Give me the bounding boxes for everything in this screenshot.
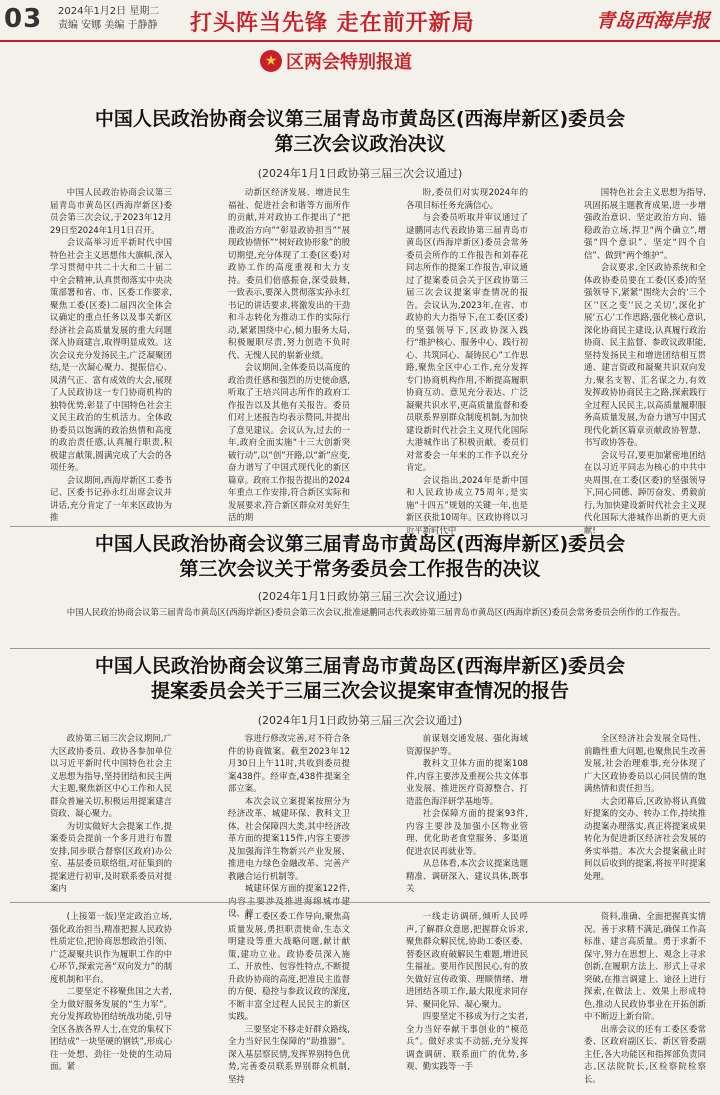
article-body-standing-committee-resolution: 中国人民政治协商会议第三届青岛市黄岛区(西海岸新区)委员会第三次会议,批准逯鹏同志代表政协第三届青岛市黄岛区(西海岸新区)委员会常务委员会所作的工作报告。: [66, 607, 686, 617]
newspaper-logo: 青岛西海岸报: [595, 10, 710, 32]
continued-article-body: [50, 910, 706, 1088]
article-subtitle: (2024年1月1日政协第三届三次会议通过): [257, 714, 463, 727]
article-subtitle: (2024年1月1日政协第三届三次会议通过): [257, 590, 463, 603]
text-column: 政协第三届三次会议期间,广大区政协委员、政协各参加单位以习近平新时代中国特色社会主义思想为指导,坚持团结和民主两大主题,聚焦新区中心工作和人民群众普遍关切,积极运用提案建言资政、凝心聚力。 为切实做好大会提案工作,提案委员会提前一个多月进行布置安排,同步联合督察(区政府)办公室、基层委员联络组,对征集到的提案进行初审,及时联系委员对提案内: [50, 733, 172, 893]
text-column: 全区经济社会发展全局性、前瞻性重大问题,也聚焦民生改善发展,社会治理难事,充分体现了广大区政协委员以心同民情的饱满热情和责任担当。 大会闭幕后,区政协将认真做好提案的交办、转办工作,持续推动提案办理落实,真正将提案成果转化为促进新区经济社会发展的务实举措。本次大会提案截止时间以后收到的提案,将按平时提案处理。: [584, 733, 706, 881]
cppcc-emblem-icon: ★: [260, 50, 282, 72]
section-divider: [10, 648, 710, 649]
page-header: [0, 0, 720, 42]
section-divider: [10, 902, 710, 903]
article-title-political-resolution: 中国人民政治协商会议第三届青岛市黄岛区(西海岸新区)委员会 第三次会议政治决议: [94, 108, 626, 155]
section-banner-text: 区两会特别报道: [286, 52, 412, 73]
section-divider: [10, 526, 710, 527]
article-body-political-resolution: [50, 186, 706, 535]
text-column: 国特色社会主义思想为指导,巩固拓展主题教育成果,进一步增强政治意识、坚定政治方向、锚稳政治立场,捍卫“两个确立”,增强“四个意识”、坚定“四个自信”、做到“两个维护”。 会议要求,全区政协系统和全体政协委员要在工委(区委)的坚强领导下,紧紧“围绕大会的‘三个区’‘区之变’‘民之关切’,深化扩展‘五心’工作思路,强化核心意识,深化协商民主建设,认真履行政治协商、民主监督、参政议政职能,坚持发扬民主和增进团结相互贯通、建言资政和凝聚共识双向发力,聚名支智、汇名谋之力,有效发挥政协协商民主之路,探索践行全过程人民民主,以高质量履职服务高质量发展,为奋力谱写中国式现代化新区篇章贡献政协智慧、书写政协答卷。 会议号召,要更加紧密地团结在以习近平同志为核心的中共中央周围,在工委(区委)的坚强领导下,同心同德、踔厉奋发、勇毅前行,为加快建设新时代社会主义现代化国际大港城作出新的更大贡献!: [584, 187, 706, 535]
text-column: 一线走访调研,倾听人民呼声,了解群众意愿,把握群众诉求,聚焦群众解民忧,协助工委区委、替委区政府破解民生难题,增进民生福祉。要用作民图民心,有的放矢做好宣传政策、理顺情绪、增进团结各项工作,最大限度求同存异、聚同化异、凝心聚力。 四要坚定不移成为行之实者,全力当好奉献干事创业的“模范兵”。做好求实不动摇,充分发挥调查调研、联系面广的优势,多观、勤实践等一手: [406, 911, 528, 1071]
text-column: 盼,委员们对实现2024年的各项目标任务充满信心。 与会委员听取并审议通过了逯鹏同志代表政协第三届青岛市黄岛区(西海岸新区)委员会常务委员会所作的工作报告和刘春花同志所作的提案工作报告,审议通过了提案委员会关于区政协第三届三次会议提案审查情况的报告。会议认为,2023年,在省、市政协的大力指导下,在工委(区委)的坚强领导下,区政协深入践行“维护核心、服务中心、践行初心、共筑同心、凝铸民心”工作思路,聚焦全区中心工作,充分发挥专门协商机构作用,不断提高履职协商互动、意见充分表达、广泛凝聚共识水平,更高质量监督和委员联系界别群众制度机制,为加快建设新时代社会主义现代化国际大港城作出了积极贡献。委员们对常委会一年来的工作予以充分肯定。 会议指出,2024年是新中国和人民政协成立75周年,是实施“十四五”规划的关键一年,也是新区获批10周年。区政协将以习近平新时代中: [406, 187, 528, 535]
article-subtitle: (2024年1月1日政协第三届三次会议通过): [257, 167, 463, 180]
text-column: 盯工委区委工作导向,聚焦高质量发展,勇担职责使命,生态文明建设等重大战略问题,献计献策,建功立业。政协委员深入施工、开放性、包容性特点,不断提升政协协商的高度,把准民主监督的方便、稳控与参政议政的深度,不断丰富全过程人民民主的新区实践。 三要坚定不移走好群众路线,全力当好民生保障的“助推器”。深入基层察民情,发挥界别特色优势,完善委员联系界别群众机制,坚持: [228, 911, 350, 1084]
text-column: (上接第一版)坚定政治立场,强化政治担当,精准把握人民政协性质定位,把协商思想政治引领、广泛凝聚共识作为履职工作的中心环节,探索完善“双向发力”的制度机制和平台。 二要坚定不移聚焦国之大者,全力做好服务发展的“生力军”。充分发挥政协团结统战功能,引导全区各族各界人士,在党的集权下团结成“一块坚硬的钢铁”,形成心往一处想、劲往一处使的生动局面。紧: [50, 911, 172, 1071]
section-banner: [260, 48, 412, 74]
article-title-proposal-review-report: 中国人民政治协商会议第三届青岛市黄岛区(西海岸新区)委员会 提案委员会关于三届三次会议提案审查情况的报告: [94, 655, 626, 702]
editor-credits: 责编 安娜 美编 于静静: [58, 20, 158, 31]
text-column: 中国人民政治协商会议第三届青岛市黄岛区(西海岸新区)委员会第三次会议,于2023年12月29日至2024年1月1日召开。 会议高举习近平新时代中国特色社会主义思想伟大旗帜,深入学习贯彻中共二十大和二十届二中全会精神,认真贯彻落实中央决策部署和省、市、区委工作要求,聚焦工委(区委)二届四次全体会议确定的重点任务以及事关新区经济社会高质量发展的重大问题深入协商建言,取得明显成效。这次会议充分发扬民主,广泛凝聚团结,是一次凝心聚力、提振信心、凤清气正、富有成效的大会,展现了人民政协这一专门协商机构的独特优势,彰显了中国特色社会主义民主政治的生机活力。全体政协委员以饱满的政治热情和高度的政治责任感,认真履行职责,积极建言献策,圆满完成了大会的各项任务。 会议期间,西海岸新区工委书记、区委书记孙永红出席会议并讲话,充分肯定了一年来区政协为推: [50, 187, 172, 522]
text-column: 容进行修改完善,对不符合条件的协商做案。截至2023年12月30日上午11时,共收到委员提案438件。经审查,438件提案全部立案。 本次会议立案提案按照分为经济改革、城建环保、教科文卫体、社会保障四大类,其中经济改革方面的提案115件,内容主要涉及加强海洋生物新兴产业发展、推进电力绿色金融改革、完善产教融合运行机制等。 城建环保方面的提案122件,内容主要涉及推进海绵城市建设、超: [228, 733, 350, 918]
text-column: 前谋划交通发展、强化海域资源保护等。 教科文卫体方面的提案108件,内容主要涉及重视公共文体事业发展、推进医疗资源整合、打造蓝色海洋研学基地等。 社会保障方面的提案93件,内容主要涉及加强小区物业管理、优化助老食堂服务、多渠道促进农民再就业等。 从总体看,本次会议提案选题精准、调研深入、建议具体,既事关: [406, 733, 528, 893]
issue-date: 2024年1月2日 星期二: [58, 6, 160, 17]
header-meta: [58, 5, 159, 33]
header-slogan: 打头阵当先锋 走在前开新局: [190, 11, 475, 36]
text-column: 动新区经济发展、增进民生福祉、促进社会和谐等方面所作的贡献,并对政协工作提出了“把准政治方向”“彰显政协担当”“展现政协情怀”“树好政协形象”的殷切期望,充分体现了工委(区委)对政协工作的高度重视和大力支持。委员们倍感振奋,深受鼓舞,一致表示,要深入贯彻落实孙永红书记的讲话要求,将激发出的干劲和斗志转化为推动工作的实际行动,紧紧围绕中心,倾力服务大局,积极履职尽责,努力创造不负时代、无愧人民的崭新业绩。 会议期间,全体委员以高度的政治责任感和强烈的历史使命感,听取了王培兴同志所作的政府工作报告以及其他有关报告。委员们对上述报告均表示赞同,并提出了意见建议。会议认为,过去的一年,政府全面实施“十三大创新突破行动”,以“创”开路,以“新”应变,奋力谱写了中国式现代化的新区篇章。政府工作报告提出的2024年重点工作安排,符合新区实际和发展要求,符合新区群众对美好生活的期: [228, 187, 350, 522]
text-column: 资料,准确、全面把握真实情况。善于求精不满足,确保工作高标准、建言高质量。勇于求新不保守,努力在思想上、观念上寻求创新,在履职方法上、形式上寻求突破,在推言调建上、途径上进行探索,在做法上、效果上形成特色,推动人民政协事业在开拓创新中不断迈上新台阶。 出席会议的还有工委区委常委、区政府副区长、新区管委副主任,各大功能区和指挥部负责同志,区法院院长,区检察院检察长。: [584, 911, 706, 1084]
page-number: 03: [4, 4, 43, 34]
article-body-proposal-review-report: [50, 732, 706, 918]
article-title-standing-committee-resolution: 中国人民政治协商会议第三届青岛市黄岛区(西海岸新区)委员会 第三次会议关于常务委员会工作报告的决议: [94, 533, 626, 580]
